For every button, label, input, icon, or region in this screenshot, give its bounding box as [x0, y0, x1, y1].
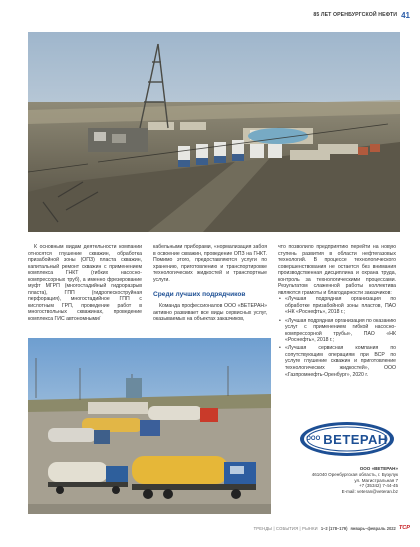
- oilfield-aerial-photo: [28, 32, 400, 232]
- footer-tags: ТРЕНДЫ | СОБЫТИЯ | РЫНКИ: [253, 525, 318, 531]
- text-column-2: [153, 244, 267, 323]
- awards-list: [278, 296, 396, 378]
- company-email: E-mail: veteran@veteran.bz: [341, 489, 398, 494]
- company-phone: +7 (35342) 7-44-45: [358, 483, 398, 489]
- list-item: • «Лучшая сервисная компания по сопутствующим операциям при ВСР по услуге глушение скважин и приготовление технологических жидкостей», ООО «Газпромнефть-Оренбург», 2020 г.: [285, 345, 396, 378]
- page-header: [250, 9, 410, 21]
- company-contacts: [286, 466, 398, 495]
- section-heading: Среди лучших подрядчиков: [153, 291, 246, 299]
- header-title: 85 ЛЕТ ОРЕНБУРГСКОЙ НЕФТИ: [313, 12, 398, 18]
- paragraph: Команда профессионалов ООО «ВЕТЕРАН» активно развивает все виды сервисных услуг, оказываемых на объектах заказчиков,: [153, 303, 267, 323]
- text-column-1: [28, 244, 142, 323]
- page-number: 41: [401, 10, 410, 20]
- list-item: • «Лучшая подрядная организация по обработке призабойной зоны пластов, ПАО «НК «Роснефть», 2018 г.;: [285, 296, 396, 316]
- page-footer: [210, 523, 410, 533]
- paragraph: что позволило предприятию перейти на новую ступень развития в области нефтегазовых технологий. В процессе технологического совершенствования не остается без внимания производственная дисциплина и охрана труда, контроль за технологическими процессами. Результатом слаженной работы коллектива являются грамоты и благодарности заказчиков:: [278, 244, 396, 296]
- paragraph: К основным видам деятельности компании относятся глушение скважин, обработка призабойной зоны (ОПЗ) пласта скважин, капитальный ремонт скважин с применением комплекса ГНКТ (гибких насосно-компрессорных труб), а именно фрезерование муфт МГРП (многостадийный гидроразрыв пласта), ГПП (гидропескоструйная перфорация), многостадийное ГПП с кислотным ГРП, проведение работ в многоствольных скважинах, проведение комплекса ГИС автономными/: [28, 244, 142, 323]
- company-logo: [298, 420, 396, 458]
- logo-text: [298, 420, 396, 458]
- footer-logo: ТСР: [398, 525, 410, 531]
- text-column-3: [278, 244, 396, 380]
- footer-issue: 1–2 (178–179): [320, 525, 348, 531]
- footer-date: январь–февраль 2022: [350, 525, 396, 531]
- list-item: • «Лучшая подрядная организация по оказанию услуг с применением гибкой насосно-компрессорной трубы», ПАО «НК «Роснефть», 2018 г.;: [285, 318, 396, 344]
- company-address: 461040 Оренбургская область, г. Бузулук: [311, 471, 398, 477]
- company-name: ООО «ВЕТЕРАН»: [359, 466, 398, 471]
- paragraph: кабельными приборами, «нормализация забоя в освоение скважин, проведение ОПЗ на ГНКТ. Помимо этого, предоставляются услуги по хранению, приготовлению и транспортировке технологических жидкостей и транспортные услуги.: [153, 244, 267, 283]
- tanker-trucks-photo: [28, 338, 271, 514]
- logo-name: ВЕТЕРАН: [323, 431, 388, 447]
- logo-prefix: ООО: [306, 436, 321, 442]
- company-street: ул. Магистральная 7: [354, 477, 398, 483]
